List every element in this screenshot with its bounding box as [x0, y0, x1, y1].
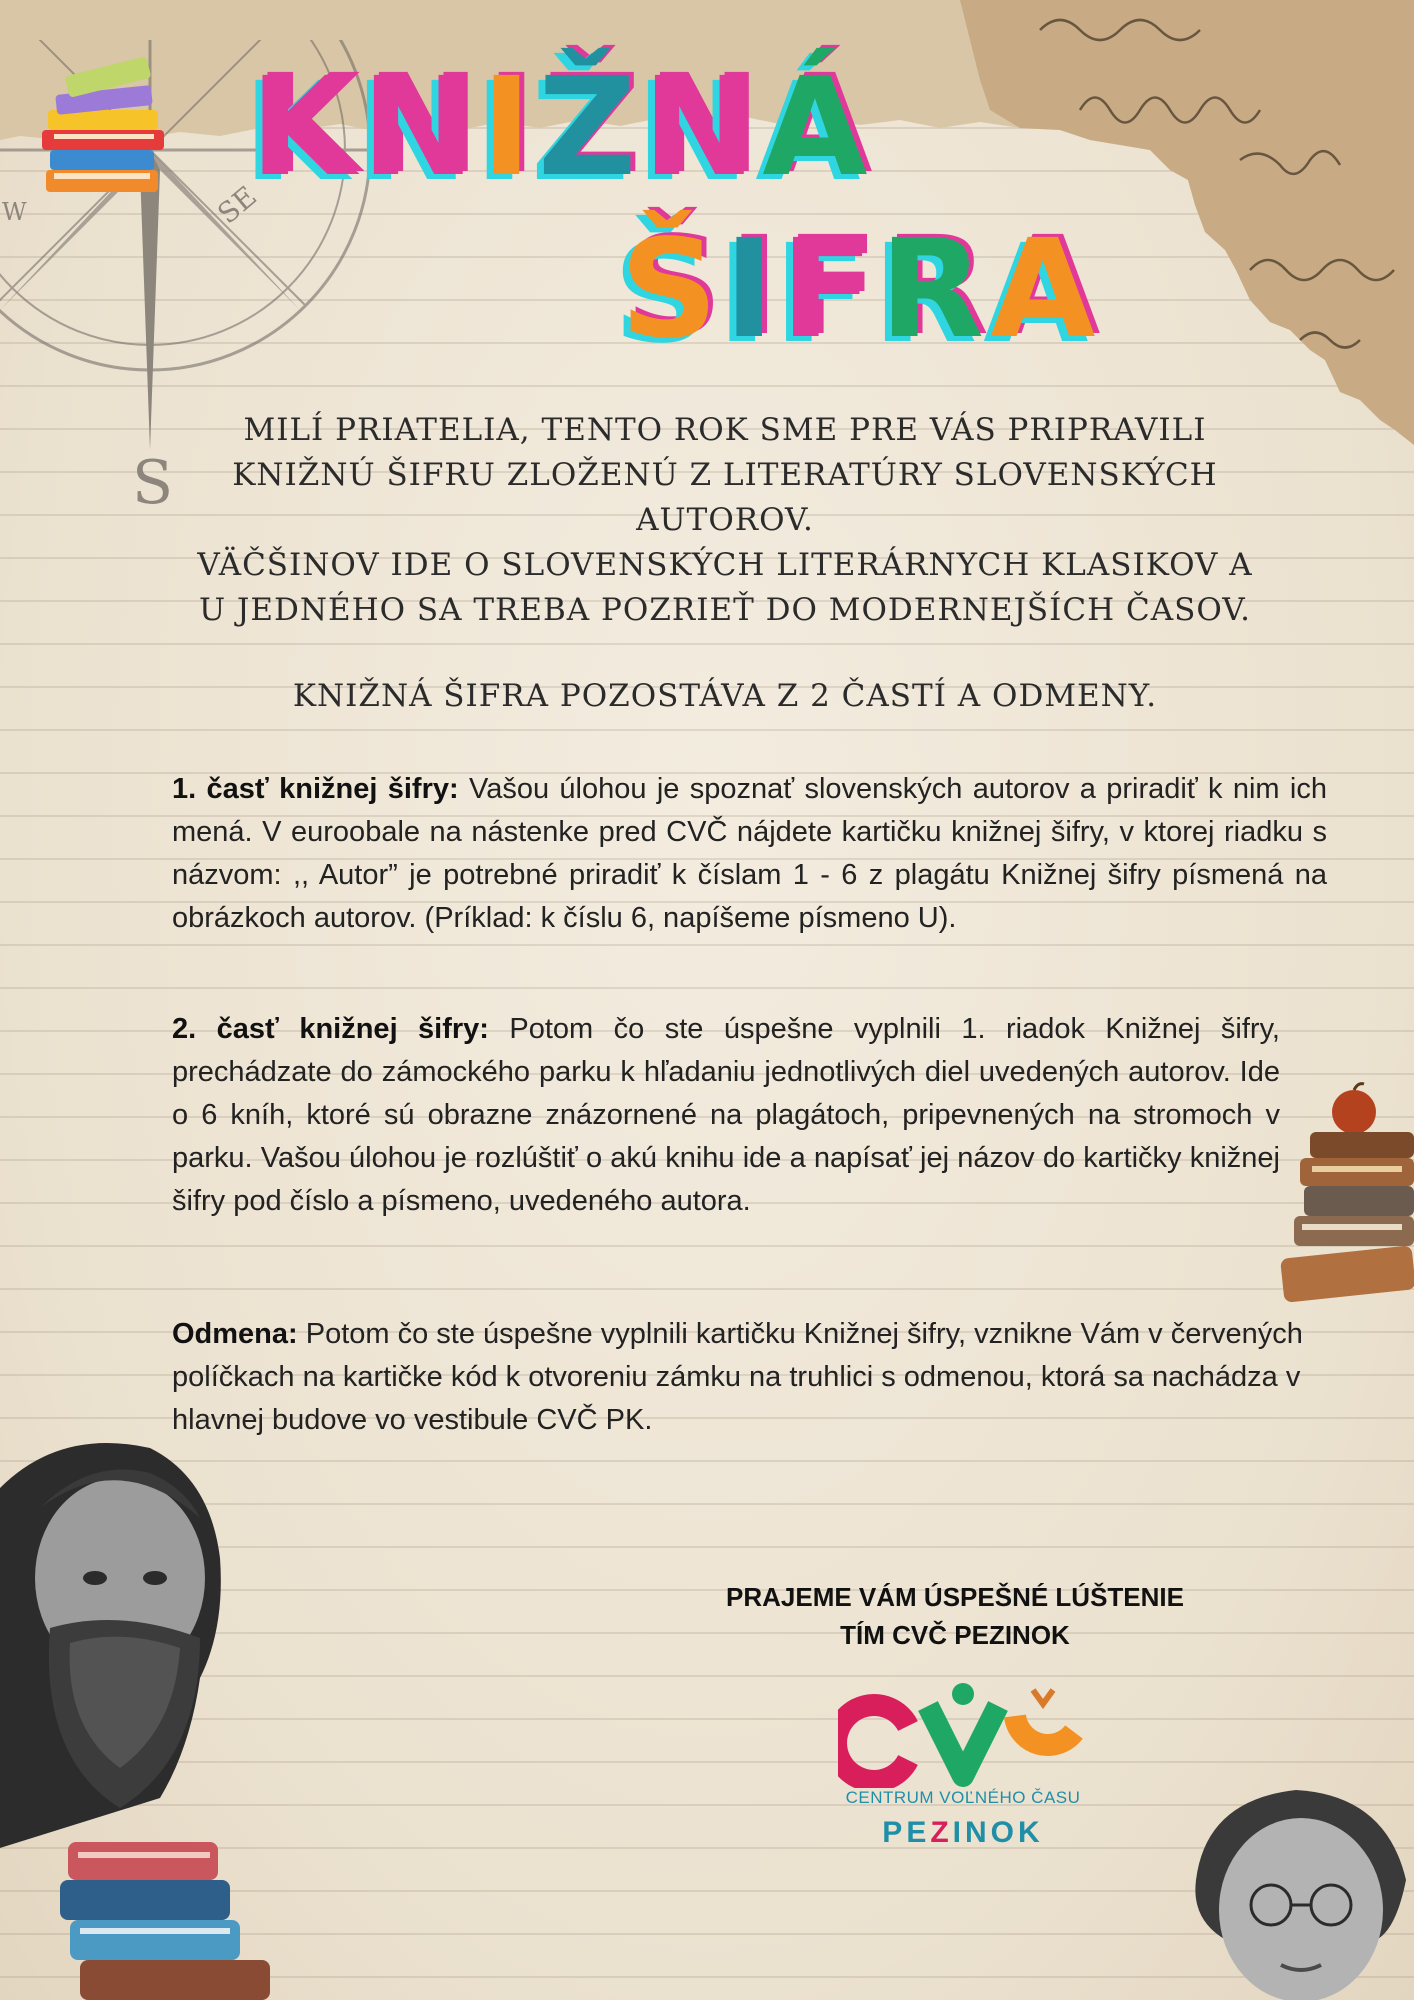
logo-city-letter: P: [882, 1816, 907, 1849]
title-letter: K: [250, 49, 362, 207]
logo-city-letter: Z: [930, 1816, 953, 1849]
logo-city-letter: N: [965, 1816, 991, 1849]
intro-text: [170, 408, 1280, 633]
reward-text: Potom čo ste úspešne vyplnili kartičku Knižnej šifry, vznikne Vám v červených políčkach na kartičke kód k otvoreniu zámku na truhlici s odmenou, ktorá sa nachádza v hlavnej budove vo vestibule CVČ PK.: [172, 1318, 1303, 1436]
title-letter: A: [990, 211, 1102, 369]
cvc-logo-mark: [838, 1676, 1088, 1788]
title-letter: Š: [620, 211, 724, 369]
title-line-2: [620, 211, 1102, 369]
intro-line: AUTOROV.: [636, 502, 814, 538]
part-2-label: 2. časť knižnej šifry:: [172, 1013, 489, 1045]
part-1-label: 1. časť knižnej šifry:: [172, 773, 459, 805]
title-letter: N: [361, 49, 482, 207]
book-stack-bottom-icon: [60, 1838, 290, 2000]
title-line-1: [250, 49, 874, 207]
part-2-paragraph: [172, 1008, 1280, 1223]
reward-label: Odmena:: [172, 1318, 298, 1350]
part-1-text: Vašou úlohou je spoznať slovenských autorov a priradiť k nim ich mená. V euroobale na nástenke pred CVČ nájdete kartičku knižnej šifry, v ktorej riadku s názvom: ,, Autor” je potrebné priradiť k číslam 1 - 6 z plagátu Knižnej šifry písmená na obrázkoch autorov. (Príklad: k číslu 6, napíšeme písmeno U).: [172, 773, 1327, 934]
greeting-line: PRAJEME VÁM ÚSPEŠNÉ LÚŠTENIE: [726, 1582, 1184, 1612]
title-letter: R: [879, 211, 991, 369]
logo-city-letter: I: [952, 1816, 965, 1849]
intro-line: MILÍ PRIATELIA, TENTO ROK SME PRE VÁS PRIPRAVILI: [243, 412, 1207, 448]
portrait-author-woman: [1166, 1790, 1414, 2000]
book-stack-icon: [36, 52, 176, 202]
logo-city-letter: O: [990, 1816, 1019, 1849]
intro-line: VÄČŠINOV IDE O SLOVENSKÝCH LITERÁRNYCH KLASIKOV A: [197, 547, 1253, 583]
part-2-text: Potom čo ste úspešne vyplnili 1. riadok Knižnej šifry, prechádzate do zámockého parku k hľadaniu jednotlivých diel uvedených autorov. Ide o 6 kníh, ktoré sú obrazne znázornené na plagátoch, pripevnených na stromoch v parku. Vašou úlohou je rozlúštiť o akú knihu ide a napísať jej názov do kartičky knižnej šifry pod číslo a písmeno, uvedeného autora.: [172, 1013, 1280, 1217]
compass-letter-se: SE: [211, 179, 263, 231]
section-subheading: KNIŽNÁ ŠIFRA POZOSTÁVA Z 2 ČASTÍ A ODMENY.: [292, 678, 1158, 714]
title-letter: Ž: [537, 49, 643, 207]
title-letter: F: [780, 211, 880, 369]
intro-line: U JEDNÉHO SA TREBA POZRIEŤ DO MODERNEJŠÍCH ČASOV.: [198, 592, 1252, 628]
intro-line: KNIŽNÚ ŠIFRU ZLOŽENÚ Z LITERATÚRY SLOVENSKÝCH: [232, 457, 1218, 493]
reward-paragraph: [172, 1313, 1327, 1442]
compass-letter-w: W: [2, 198, 27, 226]
portrait-author-man: [0, 1428, 240, 1848]
title-letter: I: [481, 49, 538, 207]
logo-subtitle: CENTRUM VOĽNÉHO ČASU: [845, 1788, 1081, 1807]
part-1-paragraph: [172, 768, 1327, 940]
title-letter: N: [642, 49, 763, 207]
logo-city: [838, 1816, 1088, 1850]
closing-greeting: [700, 1578, 1210, 1654]
logo-city-letter: E: [906, 1816, 931, 1849]
compass-letter-s: S: [132, 448, 174, 518]
signature-line: TÍM CVČ PEZINOK: [840, 1620, 1070, 1650]
title-letter: Á: [762, 49, 874, 207]
books-with-apple-icon: [1272, 1082, 1414, 1332]
cvc-logo: [838, 1676, 1088, 1854]
title-letter: I: [723, 211, 781, 369]
logo-city-letter: K: [1018, 1816, 1044, 1849]
